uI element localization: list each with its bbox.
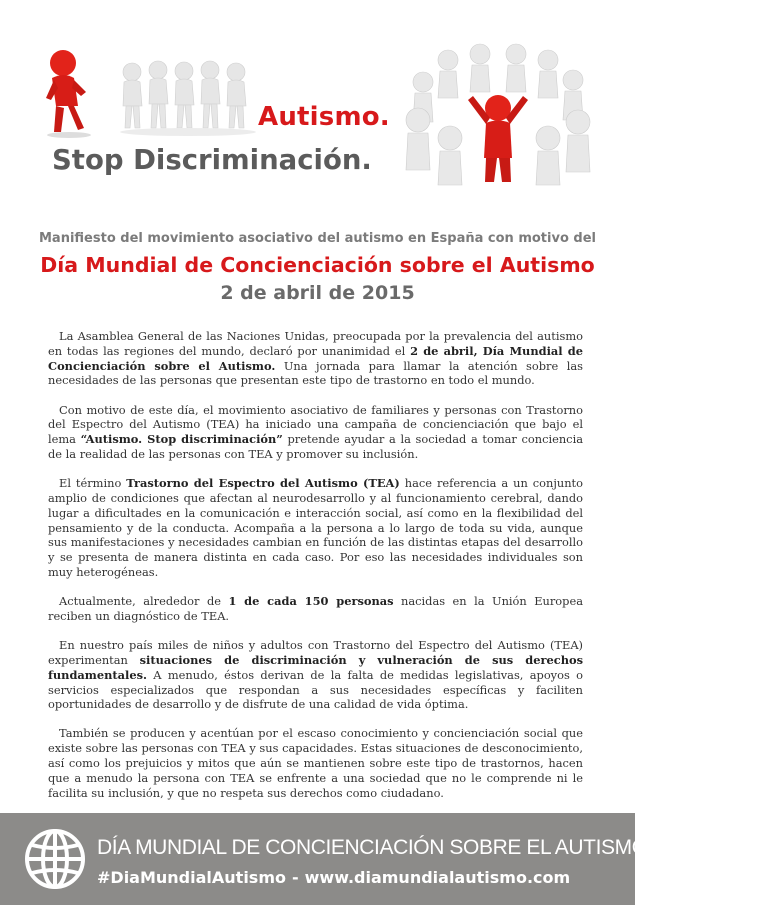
event-title: Día Mundial de Concienciación sobre el Autismo — [40, 253, 595, 277]
p5-text-end: A menudo, éstos derivan de la falta de medidas legislativas, apoyos o servicios especializados que respondan a sus necesidades específicas y faciliten oportunidades de desarrollo y de disfrute de una calidad de vida óptima. — [48, 667, 583, 712]
paragraph-5 — [48, 638, 583, 712]
p2-text-end: pretende ayudar a la sociedad a tomar conciencia de la realidad de las personas con TEA y promover su inclusión. — [48, 432, 583, 461]
footer-separator: | — [653, 836, 659, 859]
p3-text: El término — [59, 476, 127, 491]
footer-hashtag[interactable]: #DiaMundialAutismo — [97, 868, 286, 887]
footer-links-line — [97, 868, 617, 887]
paragraph-4 — [48, 594, 583, 624]
campaign-title-autismo: Autismo. — [258, 102, 390, 132]
manifesto-intro: Manifiesto del movimiento asociativo del autismo en España con motivo del — [39, 231, 596, 246]
footer-website-link[interactable]: www.diamundialautismo.com — [304, 868, 571, 887]
paragraph-3 — [48, 476, 583, 580]
p3-bold: Trastorno del Espectro del Autismo (TEA) — [126, 476, 400, 491]
red-figure-illustration — [34, 48, 104, 138]
footer-event-line — [97, 836, 773, 860]
p4-bold: 1 de cada 150 personas — [228, 594, 394, 609]
event-date: 2 de abril de 2015 — [220, 282, 415, 304]
p2-bold: “Autismo. Stop discriminación” — [80, 432, 283, 447]
hero-banner — [0, 0, 635, 200]
paragraph-1 — [48, 329, 583, 388]
white-figures-group-illustration — [118, 58, 258, 138]
figure-circle-illustration — [398, 40, 598, 190]
p2-text: Con motivo de este día, el movimiento asociativo de familiares y personas con Trastorno del Espectro del Autismo (TEA) ha iniciado una campaña de concienciación que bajo el lema — [48, 402, 583, 447]
campaign-title-stop-discrimination: Stop Discriminación. — [52, 144, 372, 176]
p4-text-end: nacidas en la Unión Europea reciben un diagnóstico de TEA. — [48, 594, 583, 623]
paragraph-6: También se producen y acentúan por el escaso conocimiento y concienciación social que existe sobre las personas con TEA y sus capacidades. Estas situaciones de desconocimiento, así como los prejuicios y mitos que aún se mantienen sobre este tipo de trastornos, hacen que a menudo la persona con TEA se enfrente a una sociedad que no le comprende ni le facilita su inclusión, y que no respeta sus derechos como ciudadano. — [48, 726, 583, 800]
p1-text: La Asamblea General de las Naciones Unidas, preocupada por la prevalencia del autismo en todas las regiones del mundo, declaró por unanimidad el — [48, 329, 583, 358]
p1-bold: 2 de abril, Día Mundial de Concienciación sobre el Autismo. — [48, 343, 583, 373]
p5-text: En nuestro país miles de niños y adultos con Trastorno del Espectro del Autismo (TEA) experimentan — [48, 638, 583, 667]
p5-bold: situaciones de discriminación y vulneración de sus derechos fundamentales. — [48, 652, 583, 682]
p3-text-end: hace referencia a un conjunto amplio de condiciones que afectan al neurodesarrollo y al funcionamiento cerebral, dando lugar a dificultades en la comunicación e interacción social, así como en la flexibilidad del pensamiento y de la conducta. Acompaña a la persona a lo largo de toda su vida, aunque sus manifestaciones y necesidades cambian en función de las distintas etapas del desarrollo y se presenta de manera distinta en cada caso. Por eso las necesidades individuales son muy heterogéneas. — [48, 476, 583, 579]
paragraph-2 — [48, 403, 583, 462]
p1-text-end: Una jornada para llamar la atención sobre las necesidades de las personas que presentan este tipo de trastorno en todo el mundo. — [48, 358, 583, 388]
manifesto-body — [48, 329, 583, 815]
p4-text: Actualmente, alrededor de — [59, 594, 229, 609]
footer-dash: - — [291, 868, 299, 887]
footer-date: 2 DE ABRIL — [664, 836, 773, 859]
footer-banner — [0, 813, 773, 905]
footer-event-name: DÍA MUNDIAL DE CONCIENCIACIÓN SOBRE EL AUTISMO — [97, 836, 648, 859]
globe-icon — [23, 827, 87, 891]
